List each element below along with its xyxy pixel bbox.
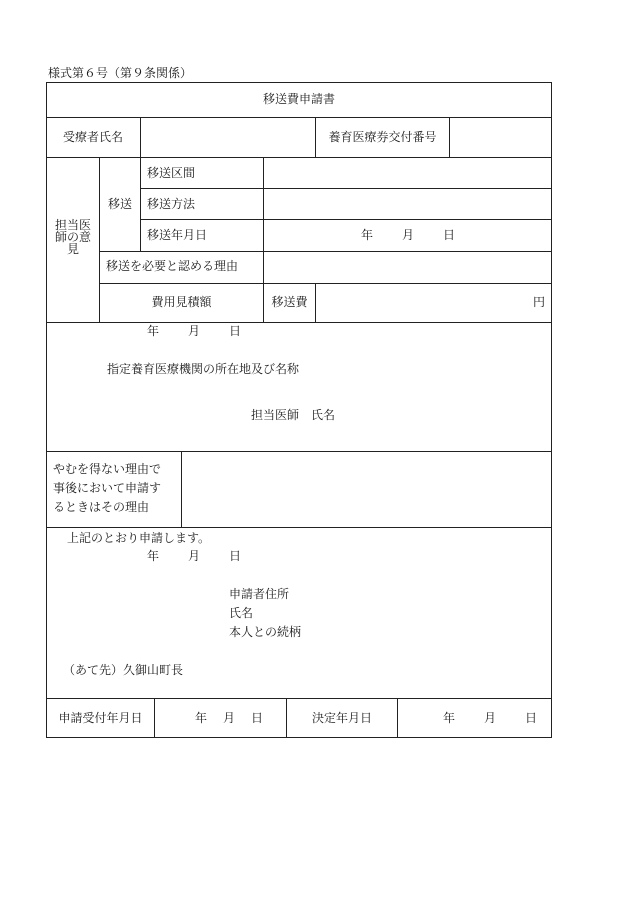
doctor-sign-month: 月 xyxy=(188,324,201,338)
transfer-date-label: 移送年月日 xyxy=(147,228,208,242)
decided-month: 月 xyxy=(484,711,497,725)
received-day: 日 xyxy=(251,711,264,725)
transfer-cost-field[interactable] xyxy=(316,284,551,321)
form-title: 移送費申請書 xyxy=(262,92,335,106)
received-date-label: 申請受付年月日 xyxy=(58,711,143,725)
applicant-name-label: 氏名 xyxy=(229,606,254,620)
patient-name-field[interactable] xyxy=(141,118,315,156)
transfer-date-month: 月 xyxy=(402,228,415,242)
application-statement: 上記のとおり申請します。 xyxy=(67,531,211,545)
applicant-address-label: 申請者住所 xyxy=(229,587,290,601)
decided-day: 日 xyxy=(525,711,538,725)
applicant-relation-label: 本人との続柄 xyxy=(229,625,302,639)
decision-date-label: 決定年月日 xyxy=(311,711,372,725)
transfer-section-label: 移送区間 xyxy=(147,166,196,180)
decision-date-field[interactable] xyxy=(398,699,551,737)
transfer-date-year: 年 xyxy=(361,228,374,242)
addressee-label: （あて先）久御山町長 xyxy=(63,663,184,677)
institution-address-name-label: 指定養育医療機関の所在地及び名称 xyxy=(107,362,300,376)
form-number-label: 様式第６号（第９条関係） xyxy=(48,66,193,80)
received-month: 月 xyxy=(223,711,236,725)
cost-estimate-label: 費用見積額 xyxy=(151,295,212,309)
unavoidable-reason-label-line3: るときはその理由 xyxy=(53,500,150,514)
medical-ticket-number-field[interactable] xyxy=(450,118,551,156)
transfer-reason-label: 移送を必要と認める理由 xyxy=(106,259,239,273)
transfer-cost-unit: 円 xyxy=(533,295,546,309)
application-day: 日 xyxy=(229,549,242,563)
medical-ticket-number-label: 養育医療券交付番号 xyxy=(328,130,437,144)
transfer-cost-label: 移送費 xyxy=(271,295,308,309)
unavoidable-reason-label-line2: 事後において申請す xyxy=(53,481,162,495)
unavoidable-reason-field[interactable] xyxy=(182,452,551,526)
received-date-field[interactable] xyxy=(155,699,286,737)
received-year: 年 xyxy=(195,711,208,725)
decided-year: 年 xyxy=(443,711,456,725)
application-year: 年 xyxy=(147,549,160,563)
unavoidable-reason-label-line1: やむを得ない理由で xyxy=(53,462,162,476)
transfer-date-field[interactable] xyxy=(264,220,551,250)
doctor-sign-year: 年 xyxy=(147,324,160,338)
attending-doctor-name-label: 担当医師 氏名 xyxy=(251,408,336,422)
patient-name-label: 受療者氏名 xyxy=(62,130,123,144)
doctor-opinion-label: 担当医師の意見 xyxy=(54,218,91,256)
transfer-date-day: 日 xyxy=(443,228,456,242)
doctor-sign-day: 日 xyxy=(229,324,242,338)
transfer-method-label: 移送方法 xyxy=(147,197,196,211)
application-month: 月 xyxy=(188,549,201,563)
transfer-section-field[interactable] xyxy=(264,158,551,188)
transfer-label: 移送 xyxy=(107,197,132,211)
transfer-method-field[interactable] xyxy=(264,189,551,219)
transfer-reason-field[interactable] xyxy=(264,252,551,282)
